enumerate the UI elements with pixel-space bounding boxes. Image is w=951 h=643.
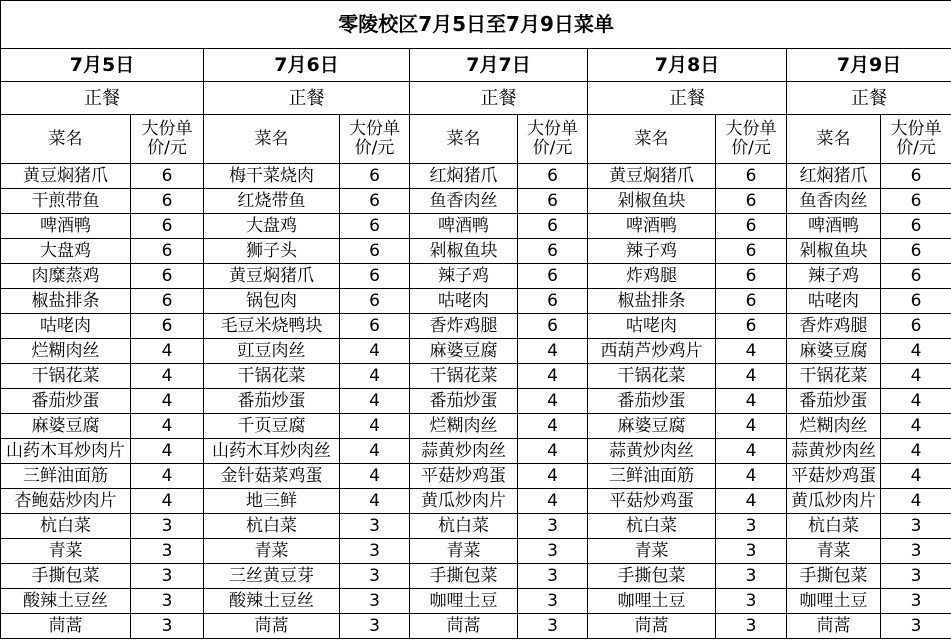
price-cell: 4 bbox=[340, 389, 410, 414]
price-cell: 6 bbox=[131, 189, 204, 214]
dish-cell: 麻婆豆腐 bbox=[787, 339, 881, 364]
dish-cell: 干锅花菜 bbox=[1, 364, 131, 389]
price-cell: 6 bbox=[131, 239, 204, 264]
dish-cell: 大盘鸡 bbox=[204, 214, 340, 239]
dish-cell: 番茄炒蛋 bbox=[787, 389, 881, 414]
date-row bbox=[1, 49, 951, 82]
price-cell: 3 bbox=[518, 589, 588, 614]
meal-row bbox=[1, 82, 951, 115]
table-row bbox=[1, 214, 951, 239]
dish-cell: 青菜 bbox=[204, 539, 340, 564]
dish-cell: 锅包肉 bbox=[204, 289, 340, 314]
dish-cell: 干锅花菜 bbox=[204, 364, 340, 389]
title-row bbox=[1, 1, 951, 49]
price-cell: 4 bbox=[518, 389, 588, 414]
dish-cell: 金针菇菜鸡蛋 bbox=[204, 464, 340, 489]
price-cell: 6 bbox=[518, 239, 588, 264]
price-cell: 6 bbox=[716, 289, 787, 314]
price-cell: 6 bbox=[881, 189, 951, 214]
dish-cell: 地三鲜 bbox=[204, 489, 340, 514]
price-column-header bbox=[716, 115, 787, 164]
dish-cell: 咕咾肉 bbox=[1, 314, 131, 339]
price-cell: 4 bbox=[131, 489, 204, 514]
table-row bbox=[1, 364, 951, 389]
price-cell: 4 bbox=[881, 414, 951, 439]
price-cell: 4 bbox=[518, 464, 588, 489]
price-cell: 3 bbox=[518, 514, 588, 539]
price-cell: 6 bbox=[518, 264, 588, 289]
dish-cell: 杭白菜 bbox=[787, 514, 881, 539]
dish-cell: 辣子鸡 bbox=[787, 264, 881, 289]
price-cell: 4 bbox=[131, 439, 204, 464]
price-cell: 6 bbox=[518, 189, 588, 214]
date-header: 7月9日 bbox=[787, 49, 951, 82]
date-header: 7月5日 bbox=[1, 49, 204, 82]
price-cell: 6 bbox=[716, 314, 787, 339]
price-cell: 4 bbox=[716, 364, 787, 389]
dish-cell: 手撕包菜 bbox=[588, 564, 716, 589]
dish-cell: 麻婆豆腐 bbox=[410, 339, 518, 364]
dish-cell: 鱼香肉丝 bbox=[410, 189, 518, 214]
dish-cell: 红焖猪爪 bbox=[410, 164, 518, 189]
price-cell: 3 bbox=[881, 514, 951, 539]
dish-cell: 手撕包菜 bbox=[1, 564, 131, 589]
dish-cell: 千页豆腐 bbox=[204, 414, 340, 439]
price-cell: 6 bbox=[716, 164, 787, 189]
price-cell: 6 bbox=[881, 289, 951, 314]
price-cell: 4 bbox=[518, 364, 588, 389]
price-cell: 4 bbox=[340, 414, 410, 439]
price-cell: 4 bbox=[716, 339, 787, 364]
price-cell: 6 bbox=[340, 289, 410, 314]
price-cell: 4 bbox=[340, 489, 410, 514]
dish-column-header: 菜名 bbox=[204, 115, 340, 164]
price-cell: 6 bbox=[340, 264, 410, 289]
table-row bbox=[1, 564, 951, 589]
dish-cell: 杏鲍菇炒肉片 bbox=[1, 489, 131, 514]
dish-cell: 咕咾肉 bbox=[410, 289, 518, 314]
price-column-header bbox=[518, 115, 588, 164]
dish-cell: 平菇炒鸡蛋 bbox=[410, 464, 518, 489]
price-cell: 4 bbox=[881, 364, 951, 389]
dish-cell: 蒜黄炒肉丝 bbox=[787, 439, 881, 464]
price-cell: 6 bbox=[881, 214, 951, 239]
dish-cell: 酸辣土豆丝 bbox=[1, 589, 131, 614]
price-cell: 3 bbox=[716, 564, 787, 589]
dish-cell: 黄豆焖猪爪 bbox=[588, 164, 716, 189]
price-cell: 6 bbox=[716, 239, 787, 264]
price-cell: 3 bbox=[518, 539, 588, 564]
price-cell: 6 bbox=[881, 239, 951, 264]
table-row bbox=[1, 239, 951, 264]
table-row bbox=[1, 314, 951, 339]
dish-cell: 茼蒿 bbox=[1, 614, 131, 639]
dish-cell: 杭白菜 bbox=[204, 514, 340, 539]
dish-cell: 椒盐排条 bbox=[588, 289, 716, 314]
dish-cell: 咕咾肉 bbox=[787, 289, 881, 314]
price-cell: 6 bbox=[518, 314, 588, 339]
price-cell: 3 bbox=[716, 614, 787, 639]
price-cell: 4 bbox=[881, 339, 951, 364]
price-cell: 4 bbox=[716, 489, 787, 514]
dish-cell: 干锅花菜 bbox=[588, 364, 716, 389]
price-cell: 6 bbox=[716, 264, 787, 289]
price-cell: 4 bbox=[881, 439, 951, 464]
price-column-header bbox=[131, 115, 204, 164]
price-cell: 6 bbox=[131, 264, 204, 289]
price-cell: 6 bbox=[340, 189, 410, 214]
price-cell: 4 bbox=[131, 414, 204, 439]
dish-cell: 番茄炒蛋 bbox=[204, 389, 340, 414]
price-cell: 6 bbox=[881, 264, 951, 289]
price-cell: 6 bbox=[518, 289, 588, 314]
price-column-header bbox=[881, 115, 951, 164]
table-row bbox=[1, 514, 951, 539]
price-cell: 3 bbox=[340, 614, 410, 639]
price-cell: 4 bbox=[131, 464, 204, 489]
meal-label: 正餐 bbox=[1, 82, 204, 115]
dish-cell: 啤酒鸭 bbox=[410, 214, 518, 239]
price-cell: 4 bbox=[881, 389, 951, 414]
dish-cell: 手撕包菜 bbox=[410, 564, 518, 589]
dish-cell: 青菜 bbox=[588, 539, 716, 564]
dish-cell: 辣子鸡 bbox=[410, 264, 518, 289]
price-cell: 3 bbox=[131, 539, 204, 564]
dish-cell: 干锅花菜 bbox=[787, 364, 881, 389]
dish-cell: 手撕包菜 bbox=[787, 564, 881, 589]
dish-cell: 杭白菜 bbox=[1, 514, 131, 539]
price-cell: 3 bbox=[340, 589, 410, 614]
dish-cell: 烂糊肉丝 bbox=[1, 339, 131, 364]
dish-cell: 啤酒鸭 bbox=[787, 214, 881, 239]
price-cell: 3 bbox=[881, 539, 951, 564]
dish-cell: 红烧带鱼 bbox=[204, 189, 340, 214]
dish-column-header: 菜名 bbox=[588, 115, 716, 164]
dish-cell: 山药木耳炒肉片 bbox=[1, 439, 131, 464]
price-cell: 6 bbox=[716, 189, 787, 214]
price-column-header bbox=[340, 115, 410, 164]
table-row bbox=[1, 189, 951, 214]
price-cell: 3 bbox=[716, 539, 787, 564]
price-cell: 4 bbox=[340, 464, 410, 489]
dish-cell: 茼蒿 bbox=[588, 614, 716, 639]
price-cell: 4 bbox=[518, 414, 588, 439]
dish-cell: 青菜 bbox=[1, 539, 131, 564]
price-cell: 3 bbox=[131, 564, 204, 589]
dish-cell: 咖哩土豆 bbox=[588, 589, 716, 614]
date-header: 7月8日 bbox=[588, 49, 787, 82]
dish-cell: 狮子头 bbox=[204, 239, 340, 264]
price-header-line1: 大份单 bbox=[349, 119, 400, 139]
dish-cell: 干锅花菜 bbox=[410, 364, 518, 389]
price-cell: 3 bbox=[518, 614, 588, 639]
price-header-line2: 价/元 bbox=[354, 138, 395, 158]
dish-column-header: 菜名 bbox=[787, 115, 881, 164]
price-cell: 4 bbox=[131, 389, 204, 414]
dish-cell: 酸辣土豆丝 bbox=[204, 589, 340, 614]
price-header-line1: 大份单 bbox=[725, 119, 777, 139]
price-cell: 6 bbox=[881, 164, 951, 189]
dish-cell: 大盘鸡 bbox=[1, 239, 131, 264]
price-cell: 4 bbox=[716, 389, 787, 414]
price-header-line1: 大份单 bbox=[141, 119, 193, 139]
dish-cell: 鱼香肉丝 bbox=[787, 189, 881, 214]
dish-cell: 番茄炒蛋 bbox=[1, 389, 131, 414]
price-cell: 4 bbox=[716, 439, 787, 464]
dish-cell: 烂糊肉丝 bbox=[787, 414, 881, 439]
dish-cell: 麻婆豆腐 bbox=[588, 414, 716, 439]
dish-cell: 啤酒鸭 bbox=[1, 214, 131, 239]
dish-cell: 剁椒鱼块 bbox=[410, 239, 518, 264]
price-header-line1: 大份单 bbox=[527, 119, 578, 139]
dish-cell: 杭白菜 bbox=[588, 514, 716, 539]
table-row bbox=[1, 539, 951, 564]
dish-cell: 茼蒿 bbox=[787, 614, 881, 639]
price-cell: 4 bbox=[131, 364, 204, 389]
dish-column-header: 菜名 bbox=[1, 115, 131, 164]
price-cell: 6 bbox=[131, 314, 204, 339]
price-cell: 4 bbox=[518, 489, 588, 514]
price-cell: 6 bbox=[518, 164, 588, 189]
date-header: 7月7日 bbox=[410, 49, 588, 82]
dish-cell: 平菇炒鸡蛋 bbox=[787, 464, 881, 489]
price-cell: 6 bbox=[131, 289, 204, 314]
price-cell: 6 bbox=[340, 164, 410, 189]
table-row bbox=[1, 264, 951, 289]
dish-cell: 山药木耳炒肉丝 bbox=[204, 439, 340, 464]
price-cell: 3 bbox=[716, 514, 787, 539]
table-row bbox=[1, 389, 951, 414]
dish-cell: 黄瓜炒肉片 bbox=[787, 489, 881, 514]
dish-cell: 咖哩土豆 bbox=[787, 589, 881, 614]
price-cell: 3 bbox=[518, 564, 588, 589]
table-row bbox=[1, 289, 951, 314]
price-cell: 3 bbox=[340, 539, 410, 564]
dish-cell: 茼蒿 bbox=[204, 614, 340, 639]
price-cell: 6 bbox=[518, 214, 588, 239]
table-row bbox=[1, 439, 951, 464]
dish-cell: 黄豆焖猪爪 bbox=[204, 264, 340, 289]
price-cell: 3 bbox=[340, 564, 410, 589]
dish-cell: 蒜黄炒肉丝 bbox=[588, 439, 716, 464]
price-cell: 3 bbox=[131, 514, 204, 539]
table-row bbox=[1, 164, 951, 189]
meal-label: 正餐 bbox=[588, 82, 787, 115]
dish-cell: 咕咾肉 bbox=[588, 314, 716, 339]
price-cell: 3 bbox=[131, 589, 204, 614]
price-cell: 6 bbox=[340, 314, 410, 339]
meal-label: 正餐 bbox=[410, 82, 588, 115]
price-cell: 3 bbox=[881, 564, 951, 589]
dish-cell: 豇豆肉丝 bbox=[204, 339, 340, 364]
dish-cell: 肉糜蒸鸡 bbox=[1, 264, 131, 289]
dish-cell: 三丝黄豆芽 bbox=[204, 564, 340, 589]
price-cell: 4 bbox=[881, 489, 951, 514]
price-cell: 4 bbox=[881, 464, 951, 489]
date-header: 7月6日 bbox=[204, 49, 410, 82]
price-cell: 4 bbox=[131, 339, 204, 364]
price-cell: 6 bbox=[131, 214, 204, 239]
dish-cell: 平菇炒鸡蛋 bbox=[588, 489, 716, 514]
meal-label: 正餐 bbox=[204, 82, 410, 115]
dish-cell: 黄豆焖猪爪 bbox=[1, 164, 131, 189]
page-title: 零陵校区7月5日至7月9日菜单 bbox=[1, 1, 951, 49]
price-cell: 6 bbox=[131, 164, 204, 189]
dish-cell: 咖哩土豆 bbox=[410, 589, 518, 614]
table-row bbox=[1, 464, 951, 489]
price-cell: 4 bbox=[340, 364, 410, 389]
price-cell: 3 bbox=[131, 614, 204, 639]
price-cell: 6 bbox=[340, 214, 410, 239]
dish-cell: 三鲜油面筋 bbox=[588, 464, 716, 489]
price-cell: 3 bbox=[340, 514, 410, 539]
price-header-line2: 价/元 bbox=[896, 138, 936, 158]
dish-cell: 香炸鸡腿 bbox=[787, 314, 881, 339]
column-header-row bbox=[1, 115, 951, 164]
dish-cell: 干煎带鱼 bbox=[1, 189, 131, 214]
table-row bbox=[1, 414, 951, 439]
price-cell: 4 bbox=[340, 439, 410, 464]
dish-cell: 剁椒鱼块 bbox=[787, 239, 881, 264]
dish-cell: 杭白菜 bbox=[410, 514, 518, 539]
dish-cell: 剁椒鱼块 bbox=[588, 189, 716, 214]
dish-cell: 炸鸡腿 bbox=[588, 264, 716, 289]
dish-cell: 黄瓜炒肉片 bbox=[410, 489, 518, 514]
price-header-line1: 大份单 bbox=[890, 119, 942, 139]
price-cell: 6 bbox=[881, 314, 951, 339]
dish-cell: 青菜 bbox=[410, 539, 518, 564]
price-cell: 3 bbox=[881, 614, 951, 639]
price-cell: 6 bbox=[716, 214, 787, 239]
table-row bbox=[1, 614, 951, 639]
price-cell: 4 bbox=[518, 339, 588, 364]
price-header-line2: 价/元 bbox=[532, 138, 573, 158]
dish-cell: 辣子鸡 bbox=[588, 239, 716, 264]
price-header-line2: 价/元 bbox=[731, 138, 771, 158]
meal-label: 正餐 bbox=[787, 82, 951, 115]
price-cell: 6 bbox=[340, 239, 410, 264]
price-cell: 3 bbox=[716, 589, 787, 614]
dish-cell: 红焖猪爪 bbox=[787, 164, 881, 189]
dish-cell: 香炸鸡腿 bbox=[410, 314, 518, 339]
dish-cell: 蒜黄炒肉丝 bbox=[410, 439, 518, 464]
table-row bbox=[1, 339, 951, 364]
dish-cell: 烂糊肉丝 bbox=[410, 414, 518, 439]
dish-cell: 毛豆米烧鸭块 bbox=[204, 314, 340, 339]
dish-cell: 番茄炒蛋 bbox=[588, 389, 716, 414]
dish-column-header: 菜名 bbox=[410, 115, 518, 164]
table-row bbox=[1, 489, 951, 514]
dish-cell: 青菜 bbox=[787, 539, 881, 564]
dish-cell: 西葫芦炒鸡片 bbox=[588, 339, 716, 364]
price-cell: 4 bbox=[518, 439, 588, 464]
dish-cell: 麻婆豆腐 bbox=[1, 414, 131, 439]
table-row bbox=[1, 589, 951, 614]
price-cell: 4 bbox=[716, 414, 787, 439]
dish-cell: 椒盐排条 bbox=[1, 289, 131, 314]
dish-cell: 啤酒鸭 bbox=[588, 214, 716, 239]
dish-cell: 茼蒿 bbox=[410, 614, 518, 639]
dish-cell: 梅干菜烧肉 bbox=[204, 164, 340, 189]
dish-cell: 三鲜油面筋 bbox=[1, 464, 131, 489]
dish-cell: 番茄炒蛋 bbox=[410, 389, 518, 414]
price-cell: 4 bbox=[340, 339, 410, 364]
price-cell: 3 bbox=[881, 589, 951, 614]
price-cell: 4 bbox=[716, 464, 787, 489]
price-header-line2: 价/元 bbox=[147, 138, 187, 158]
